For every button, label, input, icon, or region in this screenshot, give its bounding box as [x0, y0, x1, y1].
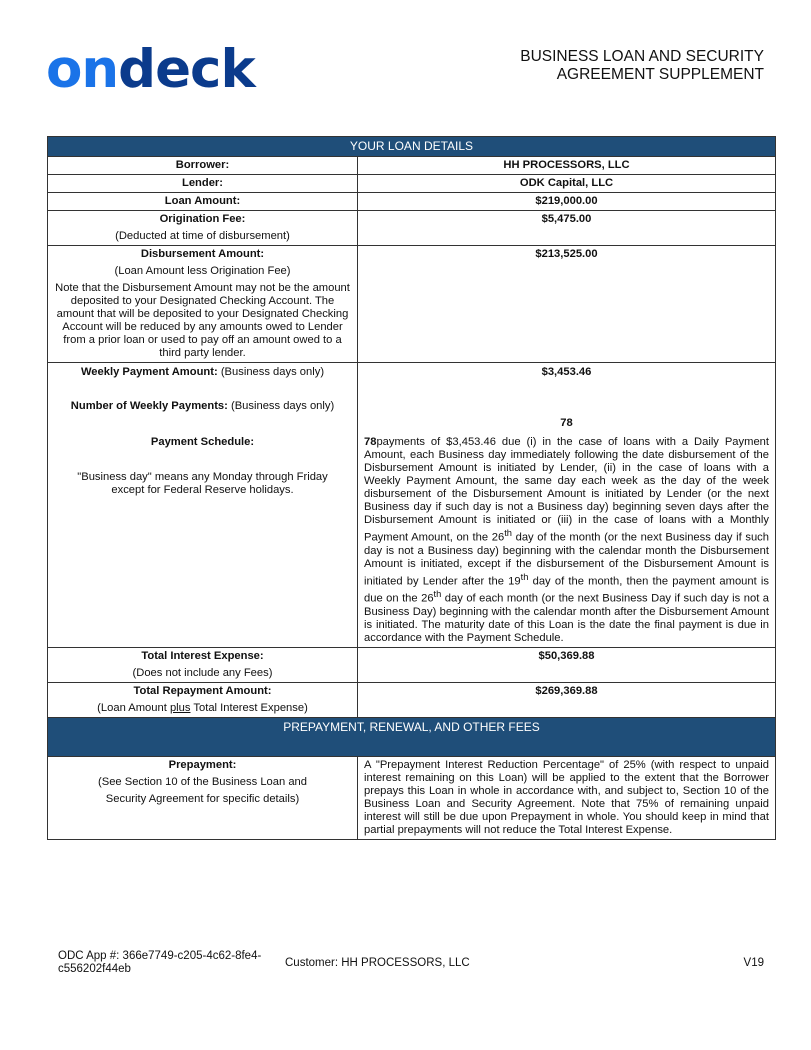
prepayment-sub-2: Security Agreement for specific details) [105, 793, 300, 806]
business-day-note: "Business day" means any Monday through Friday except for Federal Reserve holidays. [77, 471, 328, 496]
borrower-value: HH PROCESSORS, LLC [358, 157, 776, 175]
prepayment-sub-1: (See Section 10 of the Business Loan and [98, 776, 307, 789]
num-payments-label: Number of Weekly Payments: [70, 400, 228, 412]
table-row [48, 157, 776, 175]
schedule-text-part: day of the month, then the payment amount is due on the 26 [364, 575, 769, 606]
table-row [48, 363, 776, 648]
schedule-text-part: payments of $3,453.46 due (i) in the case of loans with a Daily Payment Amount, each Business day immediately following the date disbursement of the Disbursement Amount is initiated by Lender, (ii) in the case of loans with a Weekly Payment Amount, the same day each week as the day of the week disbursement of the Disbursement Amount is initiated by Lender (or the next Business day if such day is not a Business day) beginning seven days after the Disbursement Amount is initiated or (iii) in the case of loans with a Monthly Payment Amount, on the 26 [364, 436, 769, 544]
repayment-sub-plus: plus [169, 702, 191, 715]
disbursement-cell [48, 246, 358, 363]
interest-value: $50,369.88 [358, 648, 776, 683]
payment-schedule-text [364, 436, 769, 645]
title-line-1: BUSINESS LOAN AND SECURITY [520, 48, 764, 65]
table-row [48, 757, 776, 840]
lender-label: Lender: [48, 175, 358, 193]
logo-part-on: on [46, 39, 119, 100]
weekly-payment-qualifier: (Business days only) [217, 366, 325, 378]
prepayment-cell [48, 757, 358, 840]
schedule-superscript: th [433, 589, 442, 600]
repayment-sub [54, 702, 351, 715]
logo-part-deck: deck [118, 39, 255, 100]
weekly-payment-value: $3,453.46 [541, 366, 592, 378]
document-title [404, 48, 764, 84]
weekly-payment-label: Weekly Payment Amount: [80, 366, 218, 378]
loan-details-heading: YOUR LOAN DETAILS [48, 137, 776, 157]
disbursement-note: Note that the Disbursement Amount may not be the amount deposited to your Designated Checking Account. The amount that will be deposited to your Designated Checking Account will be reduced by any amounts owed to Lender from a prior loan or used to pay off an amount owed to a third party lender. [55, 282, 350, 359]
loan-amount-label: Loan Amount: [48, 193, 358, 211]
interest-sub: (Does not include any Fees) [132, 667, 273, 680]
schedule-text-part: day of the month (or the next Business day if such day is not a Business day) beginning with the calendar month the Disbursement Amount is initiated, except if the disbursement of the Disbursement Amount is initiated by Lender after the 19 [364, 531, 769, 588]
repayment-sub-part: (Loan Amount [97, 702, 170, 715]
loan-details-table [47, 136, 776, 840]
payment-values-cell [358, 363, 776, 648]
interest-cell [48, 648, 358, 683]
footer-version: V19 [743, 957, 764, 969]
table-row [48, 211, 776, 246]
num-payments-qualifier: (Business days only) [227, 400, 335, 412]
table-row [48, 648, 776, 683]
table-row [48, 193, 776, 211]
fees-heading: PREPAYMENT, RENEWAL, AND OTHER FEES [48, 718, 776, 757]
table-row [48, 175, 776, 193]
table-row [48, 683, 776, 718]
origination-fee-value: $5,475.00 [358, 211, 776, 246]
footer-customer: Customer: HH PROCESSORS, LLC [285, 957, 470, 969]
origination-fee-label: Origination Fee: [159, 213, 246, 225]
repayment-sub-part: Total Interest Expense) [190, 702, 308, 715]
borrower-label: Borrower: [48, 157, 358, 175]
table-row [48, 246, 776, 363]
footer-app-id: ODC App #: 366e7749-c205-4c62-8fe4-c556202f44eb [58, 950, 262, 975]
origination-fee-sub: (Deducted at time of disbursement) [115, 230, 290, 242]
schedule-text-part: day of each month (or the next Business Day if such day is not a Business Day) beginning with the calendar month after the Disbursement Amount is initiated. The maturity date of this Loan is the date the final payment is due in accordance with the Payment Schedule. [364, 593, 769, 645]
loan-amount-value: $219,000.00 [358, 193, 776, 211]
schedule-superscript: th [520, 571, 529, 582]
interest-label: Total Interest Expense: [141, 650, 264, 663]
origination-fee-cell [48, 211, 358, 246]
repayment-value: $269,369.88 [358, 683, 776, 718]
schedule-count: 78 [364, 436, 377, 448]
payment-info-cell [48, 363, 358, 648]
prepayment-text: A "Prepayment Interest Reduction Percentage" of 25% (with respect to unpaid interest remaining on this Loan) will be applied to the extent that the Borrower prepays this Loan in whole in accordance with, and subject to, Section 10 of the Business Loan and Security Agreement. Note that 75% of remaining unpaid interest will still be due upon Prepayment in whole. You should keep in mind that partial prepayments will not reduce the Total Interest Expense. [358, 757, 776, 840]
disbursement-label: Disbursement Amount: [140, 248, 265, 260]
payment-schedule-label: Payment Schedule: [150, 436, 255, 448]
disbursement-sub: (Loan Amount less Origination Fee) [114, 265, 291, 277]
repayment-cell [48, 683, 358, 718]
num-payments-value: 78 [560, 417, 573, 429]
lender-value: ODK Capital, LLC [358, 175, 776, 193]
disbursement-value: $213,525.00 [358, 246, 776, 363]
repayment-label: Total Repayment Amount: [133, 685, 272, 698]
title-line-2: AGREEMENT SUPPLEMENT [556, 66, 764, 83]
prepayment-label: Prepayment: [168, 759, 237, 772]
ondeck-logo [46, 40, 255, 100]
schedule-superscript: th [504, 528, 512, 538]
